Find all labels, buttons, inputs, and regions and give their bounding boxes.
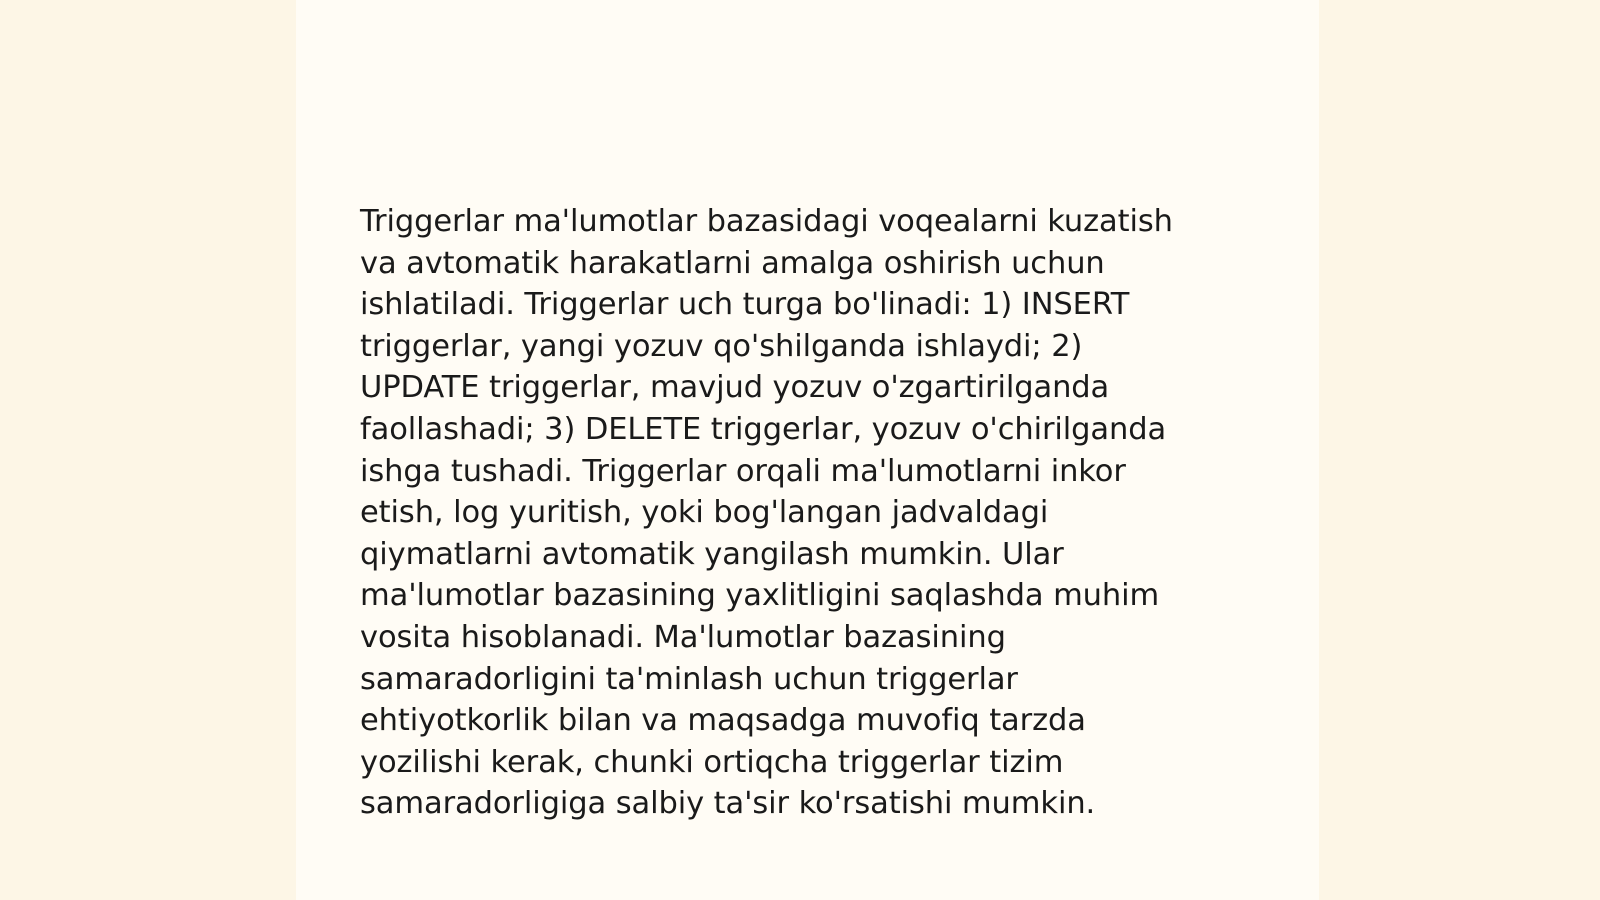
- document-page: [296, 0, 1319, 900]
- body-paragraph: Triggerlar ma'lumotlar bazasidagi voqealarni kuzatish va avtomatik harakatlarni amalga oshirish uchun ishlatiladi. Triggerlar uch turga bo'linadi: 1) INSERT triggerlar, yangi yozuv qo'shilganda ishlaydi; 2) UPDATE triggerlar, mavjud yozuv o'zgartirilganda faollashadi; 3) DELETE triggerlar, yozuv o'chirilganda ishga tushadi. Triggerlar orqali ma'lumotlarni inkor etish, log yuritish, yoki bog'langan jadvaldagi qiymatlarni avtomatik yangilash mumkin. Ular ma'lumotlar bazasining yaxlitligini saqlashda muhim vosita hisoblanadi. Ma'lumotlar bazasining samaradorligini ta'minlash uchun triggerlar ehtiyotkorlik bilan va maqsadga muvofiq tarzda yozilishi kerak, chunki ortiqcha triggerlar tizim samaradorligiga salbiy ta'sir ko'rsatishi mumkin.: [360, 204, 1173, 822]
